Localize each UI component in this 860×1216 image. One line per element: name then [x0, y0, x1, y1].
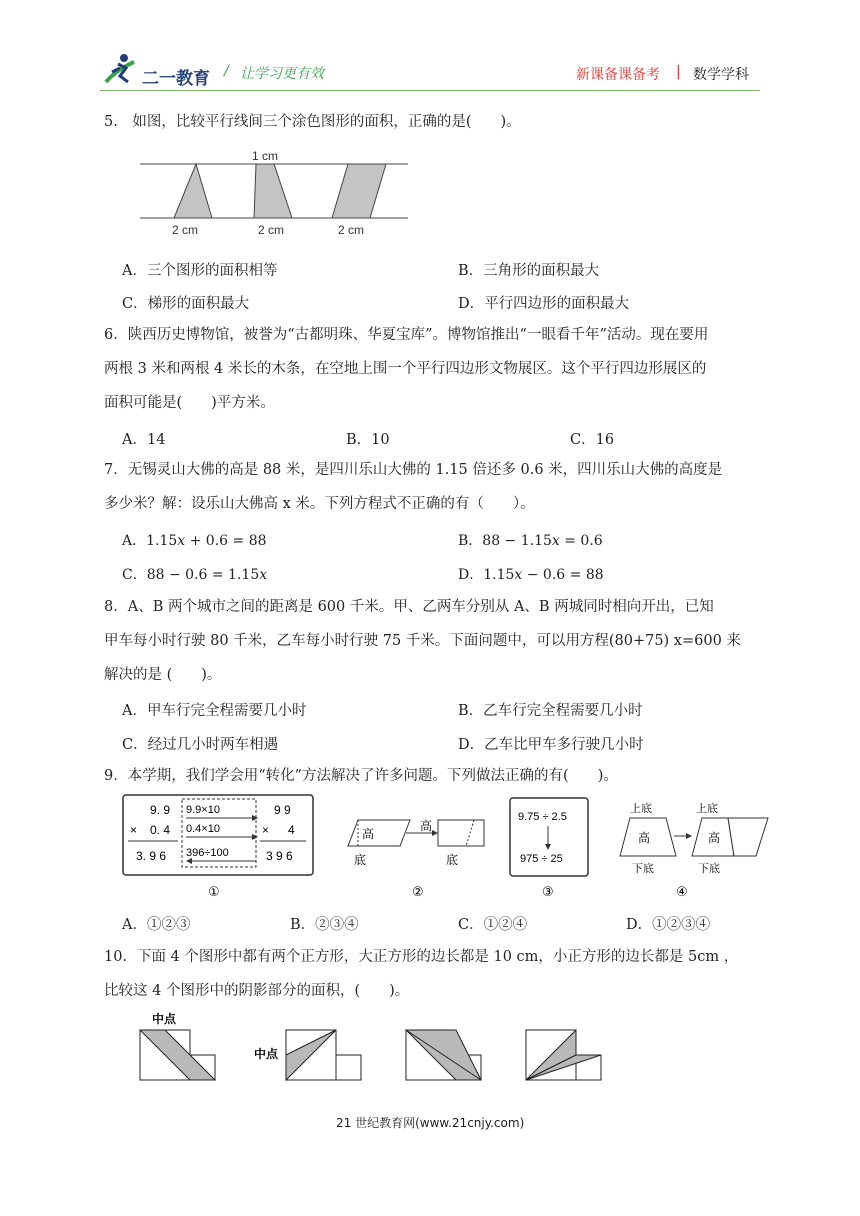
q5-top-label: 1 cm [252, 149, 279, 163]
q9-f2-label: ② [412, 884, 424, 899]
q5-stem: 5. 如图，比较平行线间三个涂色图形的面积，正确的是( )。 [104, 114, 521, 130]
q9-f4-label: ④ [676, 884, 688, 899]
runner-logo-icon [100, 52, 140, 88]
q8-line-1: 8．A、B 两个城市之间的距离是 600 千米。甲、乙两车分别从 A、B 两城同时相向开出，已知 [104, 599, 714, 615]
q7-option-d[interactable]: D．1.15𝑥 − 0.6 = 88 [458, 567, 604, 583]
q6-option-a[interactable]: A．14 [122, 432, 166, 448]
q9-f1-b1: 9 9 [274, 803, 291, 817]
q6-option-b[interactable]: B．10 [346, 432, 390, 448]
q7-line-2: 多少米？解：设乐山大佛高 x 米。下列方程式不正确的有（ ）。 [104, 496, 535, 512]
q5-option-a[interactable]: A．三个图形的面积相等 [122, 263, 278, 279]
page-footer: 21 世纪教育网(www.21cnjy.com) [336, 1116, 525, 1130]
header-course-label: 新课备课备考 [576, 67, 660, 83]
q6-line-1: 6．陕西历史博物馆，被誉为“古都明珠、华夏宝库”。博物馆推出“一眼看千年”活动。现在要用 [104, 327, 709, 343]
q10-figure-2 [254, 1030, 361, 1080]
q9-f1-a3: 3. 9 6 [136, 849, 167, 863]
q5-option-d[interactable]: D．平行四边形的面积最大 [458, 296, 630, 312]
q9-f1-m1: 9.9×10 [186, 804, 220, 816]
q7-option-a[interactable]: A．1.15𝑥 + 0.6 = 88 [122, 533, 267, 549]
q5-option-b[interactable]: B．三角形的面积最大 [458, 263, 600, 279]
logo-text: 二一教育 [142, 69, 210, 89]
q8-option-b[interactable]: B．乙车行完全程需要几小时 [458, 703, 643, 719]
q10-midpoint-label-1: 中点 [152, 1012, 177, 1026]
header-separator: / [224, 63, 229, 79]
q10-midpoint-label-2: 中点 [254, 1047, 279, 1061]
q9-f1-m3: 396÷100 [186, 847, 229, 859]
q5-figure [140, 146, 410, 238]
q10-line-2: 比较这 4 个图形中的阴影部分的面积，( )。 [104, 983, 410, 999]
q8-option-c[interactable]: C．经过几小时两车相遇 [122, 737, 279, 753]
q9-option-b[interactable]: B．②③④ [290, 917, 359, 933]
q9-f1-a-op: × [130, 823, 138, 837]
q7-option-c[interactable]: C．88 − 0.6 = 1.15𝑥 [122, 567, 268, 583]
q6-option-c[interactable]: C．16 [570, 432, 615, 448]
q6-line-3: 面积可能是( )平方米。 [104, 395, 275, 411]
q9-f1-b-op: × [262, 823, 270, 837]
q5-bottom-label-3: 2 cm [338, 223, 365, 237]
q9-f4-b1: 下底 [632, 863, 654, 875]
q9-f2-d1: 底 [354, 853, 367, 867]
q5-triangle [174, 164, 212, 218]
q7-line-1: 7．无锡灵山大佛的高是 88 米，是四川乐山大佛的 1.15 倍还多 0.6 米，四川乐山大佛的高度是 [104, 462, 723, 478]
page-header [100, 52, 760, 92]
q8-option-d[interactable]: D．乙车比甲车多行驶几小时 [458, 737, 644, 753]
q9-f3-e2: 975 ÷ 25 [520, 853, 563, 865]
q5-option-c[interactable]: C．梯形的面积最大 [122, 296, 250, 312]
q8-line-2: 甲车每小时行驶 80 千米，乙车每小时行驶 75 千米。下面问题中，可以用方程(80+75) x=600 来 [104, 633, 741, 649]
q10-figure-4 [526, 1030, 601, 1080]
q9-f2-h2: 高 [420, 819, 433, 833]
q9-option-d[interactable]: D．①②③④ [626, 917, 711, 933]
q9-f1-a2: 0. 4 [150, 823, 171, 837]
header-subject: 数学学科 [693, 67, 749, 83]
q9-f4-h1: 高 [638, 831, 651, 845]
q10-figure-1 [140, 1011, 215, 1080]
q10-figure-3 [406, 1030, 481, 1080]
q8-line-3: 解决的是 ( )。 [104, 667, 222, 683]
header-divider: | [676, 64, 681, 80]
q9-f1-b3: 3 9 6 [266, 849, 293, 863]
q9-f1-b2: 4 [288, 823, 295, 837]
q9-f4-t2: 上底 [696, 803, 718, 815]
q9-f2-h1: 高 [362, 827, 375, 841]
q5-bottom-label-1: 2 cm [172, 223, 199, 237]
q9-figure-3 [506, 796, 592, 902]
q9-figure-2 [340, 800, 490, 902]
q9-f2-d2: 底 [446, 853, 459, 867]
q5-bottom-label-2: 2 cm [258, 223, 285, 237]
header-slogan: 让学习更有效 [240, 66, 324, 82]
q7-option-b[interactable]: B．88 − 1.15𝑥 = 0.6 [458, 533, 603, 549]
q9-option-a[interactable]: A．①②③ [122, 917, 191, 933]
q9-f1-m2: 0.4×10 [186, 823, 220, 835]
q9-figure-1 [122, 794, 316, 902]
q9-f1-a1: 9. 9 [150, 803, 171, 817]
q10-figures [136, 1010, 616, 1086]
q5-parallelogram [332, 164, 386, 218]
q9-f4-t1: 上底 [630, 803, 652, 815]
q5-trapezoid [254, 164, 292, 218]
q8-option-a[interactable]: A．甲车行完全程需要几小时 [122, 703, 307, 719]
header-rule [100, 90, 760, 91]
q9-f3-e1: 9.75 ÷ 2.5 [518, 811, 567, 823]
q9-stem: 9．本学期，我们学会用“转化”方法解决了许多问题。下列做法正确的有( )。 [104, 768, 618, 784]
q9-f4-b2: 下底 [698, 863, 720, 875]
q9-f3-label: ③ [542, 884, 554, 899]
q6-line-2: 两根 3 米和两根 4 米长的木条，在空地上围一个平行四边形文物展区。这个平行四边形展区的 [104, 361, 707, 377]
q10-line-1: 10．下面 4 个图形中都有两个正方形，大正方形的边长都是 10 cm，小正方形的边长都是 5cm ， [104, 949, 739, 965]
q9-f4-h2: 高 [708, 831, 721, 845]
q9-f1-label: ① [208, 884, 220, 899]
q9-option-c[interactable]: C．①②④ [458, 917, 528, 933]
q9-figure-4 [616, 800, 772, 902]
